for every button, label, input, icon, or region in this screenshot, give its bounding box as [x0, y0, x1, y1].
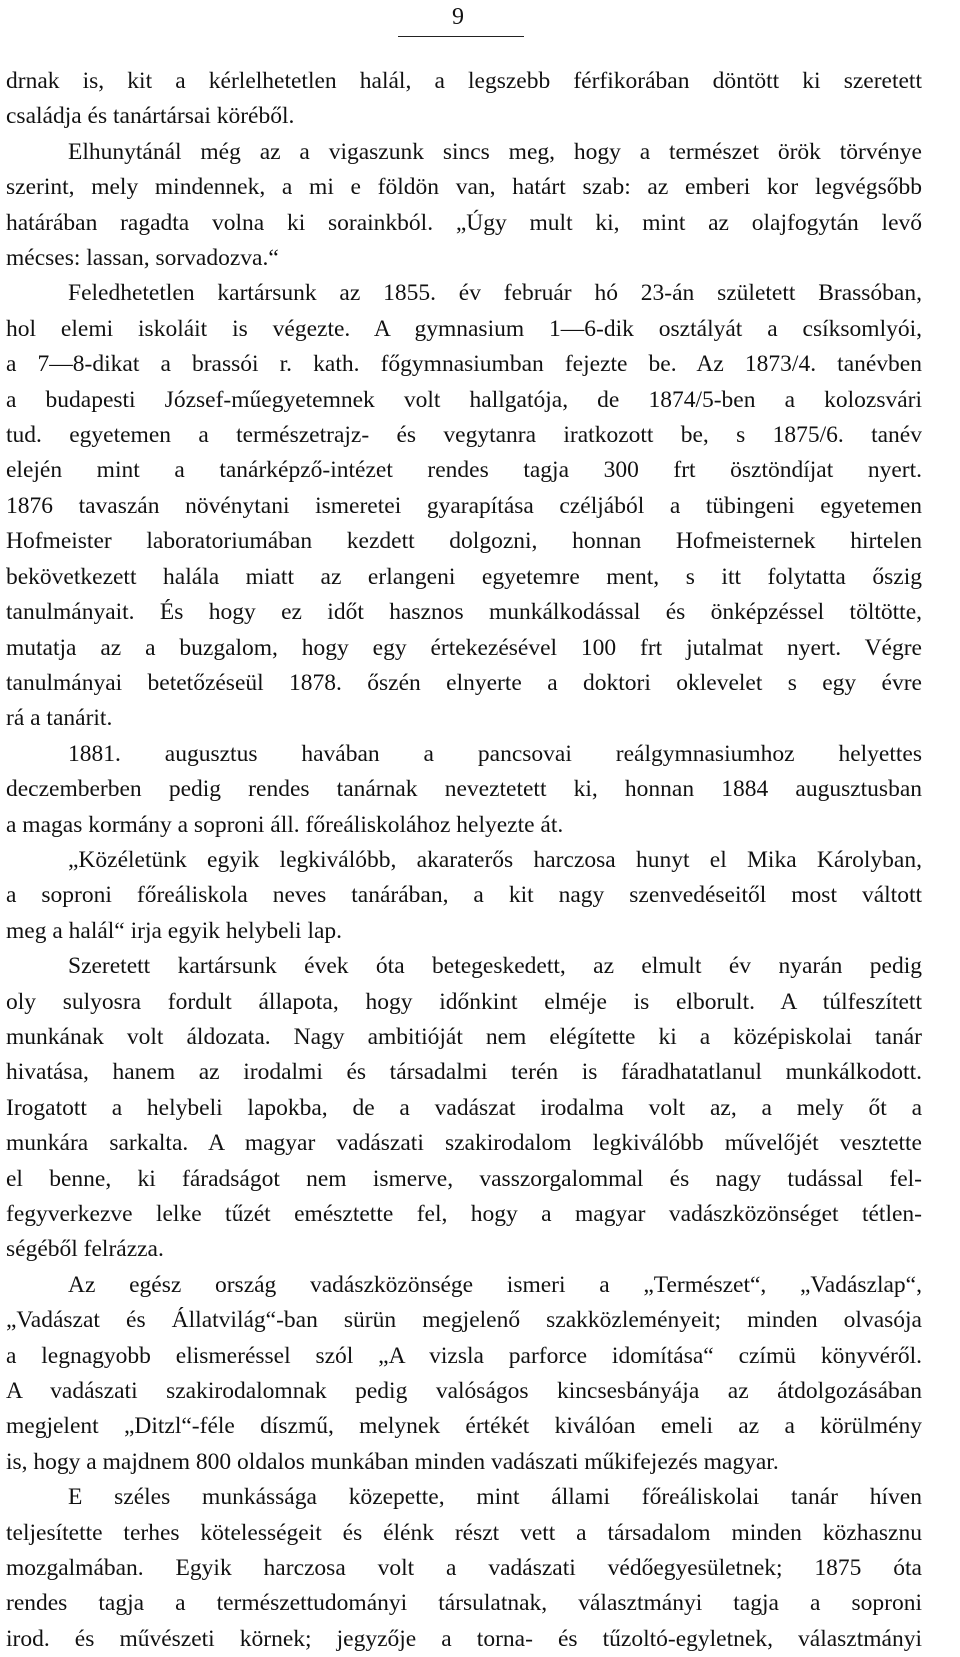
page-number: 9 — [452, 4, 464, 30]
text-line: 1881. augusztus havában a pancsovai reálgymnasiumhoz helyettes — [68, 740, 922, 767]
text-line: a magas kormány a soproni áll. főreáliskolához helyezte át. — [6, 811, 564, 838]
text-line: hol elemi iskoláit is végezte. A gymnasium 1—6-dik osztályát a csíksomlyói, — [6, 315, 922, 342]
document-body — [6, 64, 922, 1657]
text-line: fegyverkezve lelke tűzét emésztette fel, hogy a magyar vadászközönséget tétlen- — [6, 1201, 922, 1227]
text-line: Hofmeister laboratoriumában kezdett dolgozni, honnan Hofmeisternek hirtelen — [6, 528, 922, 555]
text-line: irod. és művészeti körnek; jegyzője a torna- és tűzoltó-egyletnek, választmányi — [6, 1625, 922, 1652]
paragraph — [6, 737, 922, 843]
text-line: családja és tanártársai köréből. — [6, 103, 295, 130]
text-line: tanulmányai betetőzéseül 1878. őszén elnyerte a doktori oklevelet s egy évre — [6, 669, 922, 696]
text-line: Irogatott a helybeli lapokba, de a vadászat irodalma volt az, a mely őt a — [6, 1094, 922, 1121]
text-line: Elhunytánál még az a vigaszunk sincs meg, hogy a természet örök törvénye — [68, 138, 922, 165]
text-line: tanulmányait. És hogy ez időt hasznos munkálkodással és önképzéssel töltötte, — [6, 599, 922, 626]
text-line: bekövetkezett halála miatt az erlangeni egyetemre ment, s itt folytatta őszig — [6, 563, 922, 590]
text-line: mozgalmában. Egyik harczosa volt a vadászati védőegyesületnek; 1875 óta — [6, 1555, 922, 1582]
text-line: rendes tagja a természettudományi társulatnak, választmányi tagja a soproni — [6, 1590, 922, 1617]
text-line: a budapesti József-műegyetemnek volt hallgatója, de 1874/5-ben a kolozsvári — [6, 386, 922, 413]
text-line: „Közéletünk egyik legkiválóbb, akaraterős harczosa hunyt el Mika Károlyban, — [68, 846, 922, 873]
text-line: A vadászati szakirodalomnak pedig valóságos kincsesbányája az átdolgozásában — [6, 1378, 922, 1405]
text-line: deczemberben pedig rendes tanárnak neveztetett ki, honnan 1884 augusztusban — [6, 776, 922, 803]
text-line: ségéből felrázza. — [6, 1236, 164, 1263]
paragraph — [6, 1480, 922, 1657]
text-line: elején mint a tanárképző-intézet rendes tagja 300 frt ösztöndíjat nyert. — [6, 457, 922, 484]
paragraph — [6, 135, 922, 277]
text-line: E széles munkássága közepette, mint állami főreáliskolai tanár híven — [68, 1484, 922, 1511]
text-line: „Vadászat és Állatvilág“-ban sürün megjelenő szakközleményeit; minden olvasója — [6, 1307, 922, 1334]
header-rule — [398, 36, 524, 37]
text-line: teljesítette terhes kötelességeit és élénk részt vett a társadalom minden közhasznu — [6, 1519, 922, 1546]
paragraph — [6, 949, 922, 1268]
paragraph — [6, 276, 922, 736]
text-line: mutatja az a buzgalom, hogy egy értekezésével 100 frt jutalmat nyert. Végre — [6, 634, 922, 661]
text-line: hivatása, hanem az irodalmi és társadalmi terén is fáradhatatlanul munkálkodott. — [6, 1059, 922, 1086]
text-line: megjelent „Ditzl“-féle díszmű, melynek értékét kiválóan emeli az a körülmény — [6, 1413, 922, 1440]
text-line: Feledhetetlen kartársunk az 1855. év február hó 23-án született Brassóban, — [68, 280, 922, 307]
text-line: is, hogy a majdnem 800 oldalos munkában minden vadászati műkifejezés magyar. — [6, 1448, 779, 1475]
text-line: rá a tanárit. — [6, 705, 113, 732]
text-line: szerint, mely mindennek, a mi e földön van, határt szab: az emberi kor legvégsőbb — [6, 174, 922, 201]
paragraph — [6, 1268, 922, 1480]
paragraph — [6, 64, 922, 135]
text-line: drnak is, kit a kérlelhetetlen halál, a legszebb férfikorában döntött ki szeretett — [6, 68, 922, 94]
text-line: a 7—8-dikat a brassói r. kath. főgymnasiumban fejezte be. Az 1873/4. tanévben — [6, 351, 922, 378]
text-line: munkára sarkalta. A magyar vadászati szakirodalom legkiválóbb művelőjét vesztette — [6, 1130, 922, 1157]
paragraph — [6, 843, 922, 949]
text-line: Az egész ország vadászközönsége ismeri a „Természet“, „Vadászlap“, — [68, 1271, 922, 1298]
text-line: határában ragadta volna ki sorainkból. „Úgy mult ki, mint az olajfogytán levő — [6, 209, 922, 236]
text-line: mécses: lassan, sorvadozva.“ — [6, 245, 279, 272]
text-line: meg a halál“ irja egyik helybeli lap. — [6, 917, 343, 944]
text-line: el benne, ki fáradságot nem ismerve, vasszorgalommal és nagy tudással fel- — [6, 1165, 922, 1192]
text-line: a legnagyobb elismeréssel szól „A vizsla parforce idomítása“ czímü könyvéről. — [6, 1342, 922, 1369]
text-line: munkának volt áldozata. Nagy ambitióját nem elégítette ki a középiskolai tanár — [6, 1023, 922, 1050]
text-line: Szeretett kartársunk évek óta betegeskedett, az elmult év nyarán pedig — [68, 953, 922, 980]
text-line: 1876 tavaszán növénytani ismeretei gyarapítása czéljából a tübingeni egyetemen — [6, 492, 922, 519]
text-line: a soproni főreáliskola neves tanárában, a kit nagy szenvedéseitől most váltott — [6, 882, 922, 909]
text-line: oly sulyosra fordult állapota, hogy időnkint elméje is elborult. A túlfeszített — [6, 988, 922, 1015]
text-line: tud. egyetemen a természetrajz- és vegytanra iratkozott be, s 1875/6. tanév — [6, 422, 922, 449]
